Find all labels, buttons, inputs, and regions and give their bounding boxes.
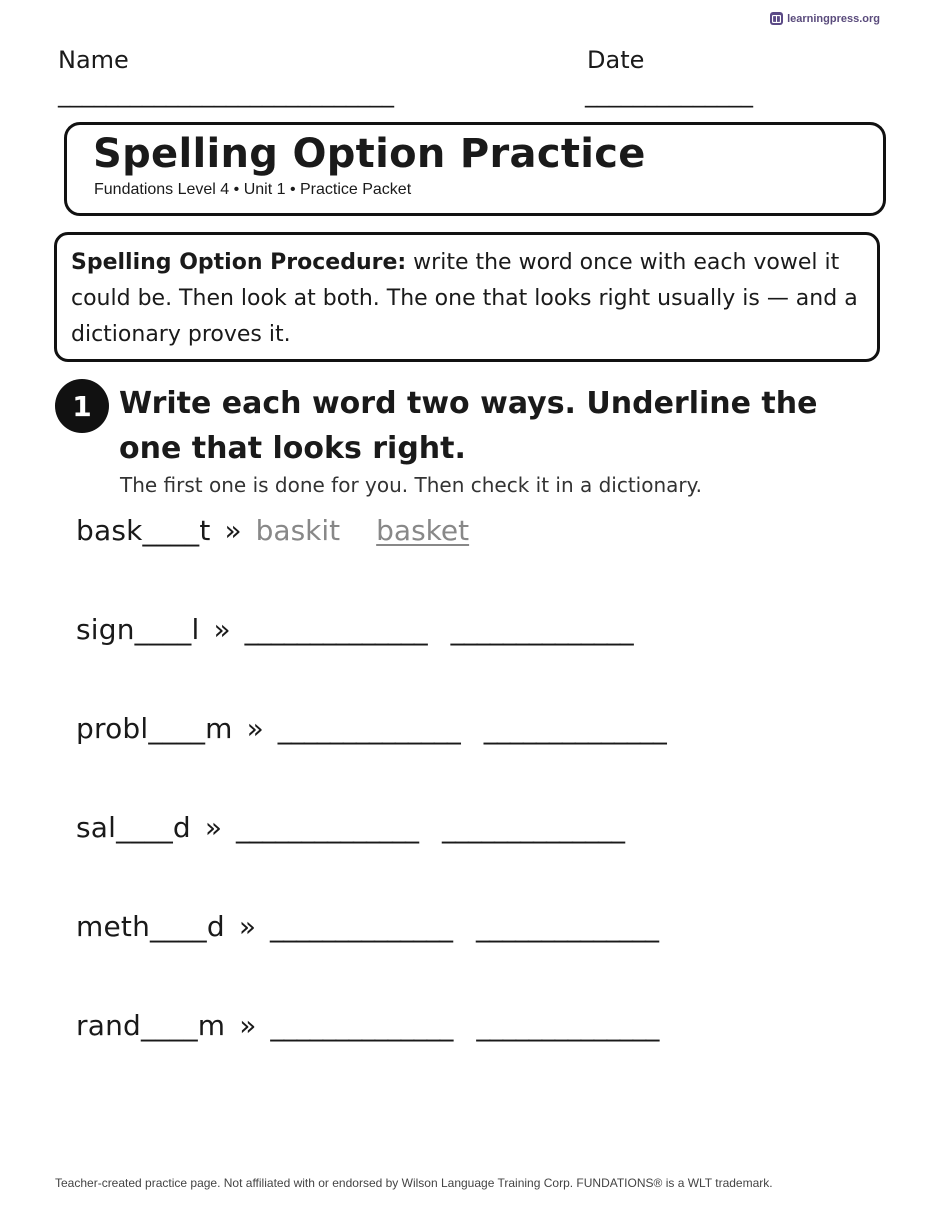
name-label: Name [58,46,129,74]
brand-logo [770,12,880,25]
date-label: Date [587,46,645,74]
list-item [76,514,469,547]
procedure-heading: Spelling Option Procedure: [71,250,407,275]
item-word: bask____t [76,514,211,547]
list-item [76,1009,658,1042]
item-arrow: » [239,1009,257,1042]
item-answer-2[interactable]: ______________ [483,712,666,745]
item-arrow: » [238,910,256,943]
item-answer-1[interactable]: ______________ [236,811,419,844]
footer-disclaimer: Teacher-created practice page. Not affiliated with or endorsed by Wilson Language Training Corp. FUNDATIONS® is a WLT trademark. [55,1176,773,1190]
item-word: meth____d [76,910,225,943]
item-answer-1: baskit [255,514,341,547]
list-item [76,910,658,943]
title-box [64,122,886,216]
list-item [76,712,666,745]
item-word: sal____d [76,811,191,844]
item-word: sign____l [76,613,200,646]
book-logo-icon [770,12,783,25]
item-word: rand____m [76,1009,226,1042]
item-word: probl____m [76,712,233,745]
item-answer-2[interactable]: ______________ [475,910,658,943]
item-answer-1[interactable]: ______________ [270,1009,453,1042]
list-item [76,613,633,646]
date-line: ______________ [585,80,753,108]
item-answer-1[interactable]: ______________ [277,712,460,745]
item-answer-1[interactable]: ______________ [269,910,452,943]
procedure-text: write the word once with each vowel it could be. Then look at both. The one that looks right usually is — and a dictionary proves it. [71,250,858,347]
item-arrow: » [204,811,223,844]
section-note: The first one is done for you. Then check it in a dictionary. [120,473,702,497]
item-answer-2[interactable]: ______________ [442,811,625,844]
page-title: Spelling Option Practice [93,131,646,177]
procedure-box [54,232,880,362]
item-arrow: » [213,613,231,646]
item-arrow: » [246,712,264,745]
brand-name: learningpress.org [787,12,880,25]
item-answer-2[interactable]: ______________ [450,613,633,646]
item-answer-2: basket [376,514,470,547]
name-line: ____________________________ [58,80,394,108]
item-arrow: » [224,514,242,547]
section-number: 1 [55,379,109,433]
list-item [76,811,624,844]
item-answer-2[interactable]: ______________ [476,1009,659,1042]
item-answer-1[interactable]: ______________ [244,613,427,646]
page-subtitle: Fundations Level 4 • Unit 1 • Practice Packet [94,181,412,198]
section-instruction: Write each word two ways. Underline the one that looks right. [119,386,818,466]
